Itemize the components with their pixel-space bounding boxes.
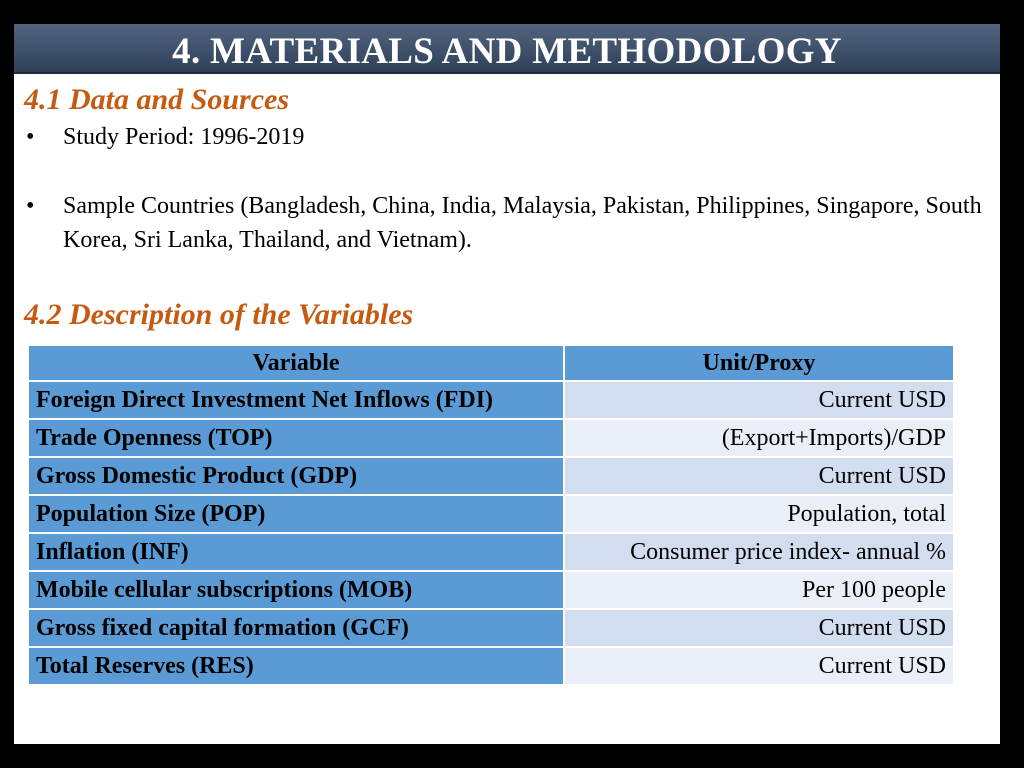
column-header-variable: Variable (28, 345, 564, 381)
variable-cell: Gross Domestic Product (GDP) (28, 457, 564, 495)
variable-cell: Total Reserves (RES) (28, 647, 564, 685)
bullet-glyph: • (26, 193, 35, 219)
bullet-glyph: • (26, 124, 35, 150)
variable-cell: Inflation (INF) (28, 533, 564, 571)
column-header-unit: Unit/Proxy (564, 345, 954, 381)
unit-cell: Per 100 people (564, 571, 954, 609)
unit-cell: Current USD (564, 647, 954, 685)
slide (14, 24, 1000, 744)
title-bar (14, 24, 1000, 74)
section-heading-variables: 4.2 Description of the Variables (24, 298, 414, 331)
table-row (28, 533, 954, 571)
table-row (28, 647, 954, 685)
bullet-text: Study Period: 1996-2019 (63, 124, 305, 150)
slide-title: 4. MATERIALS AND METHODOLOGY (172, 31, 842, 72)
bullet-study-period (26, 120, 986, 154)
bullet-text: Sample Countries (Bangladesh, China, India, Malaysia, Pakistan, Philippines, Singapore, South Korea, Sri Lanka, Thailand, and Vietnam). (63, 193, 982, 253)
unit-cell: (Export+Imports)/GDP (564, 419, 954, 457)
unit-cell: Current USD (564, 457, 954, 495)
unit-cell: Consumer price index- annual % (564, 533, 954, 571)
table-header-row (28, 345, 954, 381)
table-row (28, 381, 954, 419)
section-heading-data-sources: 4.1 Data and Sources (24, 83, 290, 116)
unit-cell: Population, total (564, 495, 954, 533)
variable-cell: Gross fixed capital formation (GCF) (28, 609, 564, 647)
table-row (28, 609, 954, 647)
variable-cell: Foreign Direct Investment Net Inflows (FDI) (28, 381, 564, 419)
variable-cell: Mobile cellular subscriptions (MOB) (28, 571, 564, 609)
unit-cell: Current USD (564, 609, 954, 647)
bullet-sample-countries (26, 189, 986, 257)
table-row (28, 495, 954, 533)
table-row (28, 457, 954, 495)
table-row (28, 419, 954, 457)
variables-table (27, 344, 955, 686)
variable-cell: Population Size (POP) (28, 495, 564, 533)
variable-cell: Trade Openness (TOP) (28, 419, 564, 457)
table-row (28, 571, 954, 609)
unit-cell: Current USD (564, 381, 954, 419)
